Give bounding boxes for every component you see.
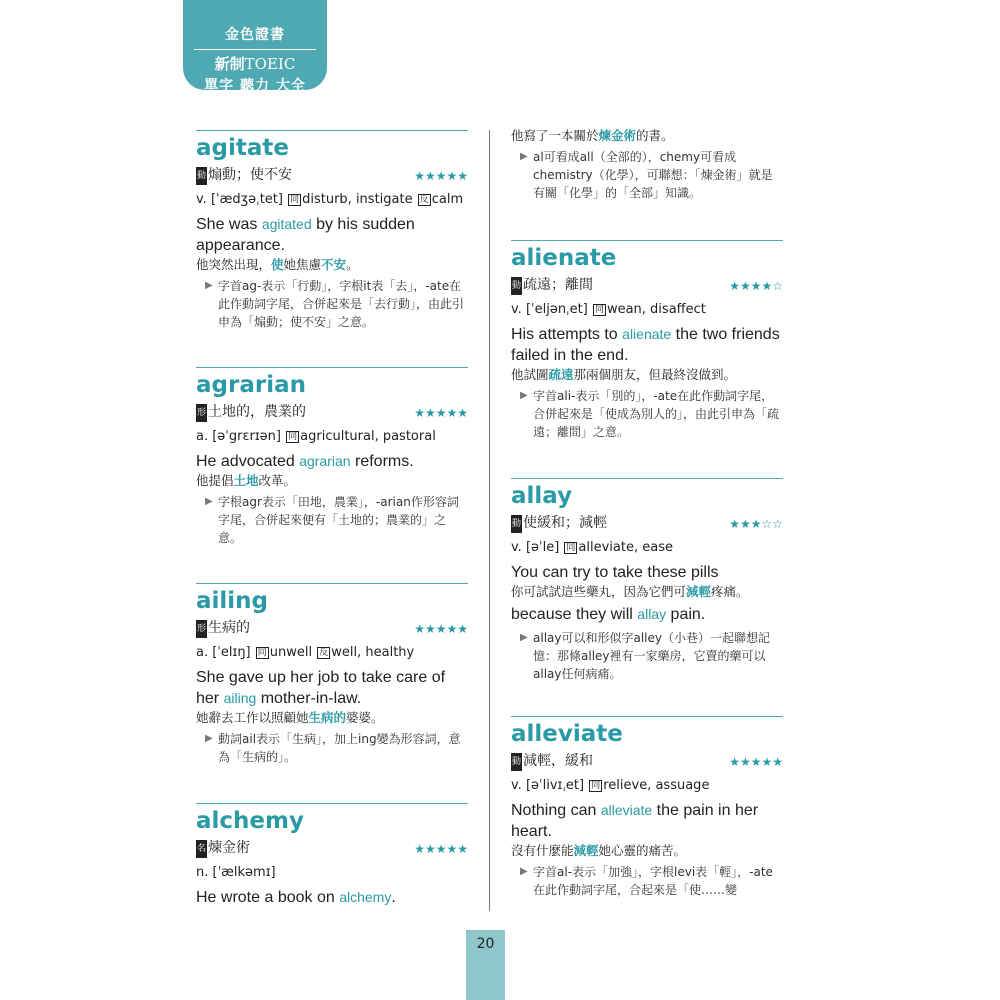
zh-text: 她心靈的痛苦。 — [598, 843, 687, 858]
entry-alienate — [511, 240, 783, 441]
right-column — [511, 127, 783, 897]
rating-stars: ★★★★☆ — [729, 278, 783, 293]
ex-text: reforms. — [350, 453, 414, 470]
ex-text: Nothing can — [511, 802, 601, 819]
entry-rule — [196, 803, 468, 804]
entry-agrarian — [196, 367, 468, 547]
phonetic-line — [196, 191, 468, 208]
zh-text: 那兩個朋友，但最終沒做到。 — [573, 367, 737, 382]
entry-agitate — [196, 130, 468, 331]
meaning-row — [196, 839, 468, 858]
meaning-row — [511, 752, 783, 771]
headword: ailing — [196, 588, 269, 614]
title-toeic: TOEIC — [244, 55, 296, 73]
example-translation — [196, 472, 468, 489]
note-text: al可看成all（全部的），chemy可看成chemistry（化學），可聯想：「煉金術」就是有關「化學」的「全部」知識。 — [533, 150, 773, 200]
ex-text: He wrote a book on — [196, 889, 340, 906]
ex-text: the two friends failed in the end. — [511, 326, 780, 364]
rating-stars: ★★★★★ — [414, 405, 468, 420]
rating-stars: ★★★★★ — [414, 841, 468, 856]
ex-keyword: agrarian — [299, 453, 351, 469]
ex-text: pain. — [666, 606, 706, 623]
phonetic-line: n. [ˈælkəmɪ] — [196, 865, 276, 880]
phonetic-line — [511, 539, 783, 556]
headword: alchemy — [196, 808, 304, 834]
meaning: 使緩和；減輕 — [523, 515, 608, 531]
zh-text: 他寫了一本關於 — [511, 128, 599, 143]
page-number: 20 — [466, 930, 505, 1000]
entry-rule — [196, 130, 468, 131]
phonetic-line — [511, 301, 783, 318]
memory-note — [511, 863, 783, 899]
synonym-tag: 同 — [288, 432, 298, 442]
headword: allay — [511, 483, 573, 509]
book-title — [183, 53, 327, 74]
entry-rule — [511, 240, 783, 241]
title-prefix: 新制 — [214, 55, 245, 73]
ex-text: because they will — [511, 606, 638, 623]
book-subtitle: 單字 聽力 大全 — [204, 78, 306, 94]
example-sentence — [196, 667, 468, 709]
example-translation — [511, 583, 783, 600]
meaning: 減輕，緩和 — [523, 753, 594, 769]
headword: agitate — [196, 135, 289, 161]
synonyms: wean, disaffect — [606, 302, 706, 317]
synonyms: relieve, assuage — [603, 778, 710, 793]
column-divider — [489, 130, 490, 911]
memory-note — [196, 277, 468, 331]
ex-text: by his sudden appearance. — [196, 216, 415, 254]
ex-text: . — [391, 889, 396, 906]
entry-alchemy — [196, 803, 468, 908]
example-translation — [196, 256, 468, 273]
rating-stars: ★★★★★ — [729, 754, 783, 769]
ex-text: He advocated — [196, 453, 300, 470]
ex-keyword: alchemy — [339, 889, 392, 905]
phonetic: a. [əˈgrɛrɪən] — [196, 429, 286, 444]
antonym-tag: 反 — [419, 195, 429, 205]
phonetic: v. [əˈle] — [511, 540, 564, 555]
triangle-bullet-icon: ▶ — [205, 733, 213, 744]
zh-text: 婆婆。 — [346, 710, 384, 725]
zh-keyword: 減輕 — [686, 584, 712, 599]
example-translation — [511, 366, 783, 383]
note-text: 字首al-表示「加強」，字根levi表「輕」，-ate在此作動詞字尾，合起來是「使……變 — [533, 865, 773, 897]
zh-text: 的書。 — [636, 128, 674, 143]
ex-keyword: alienate — [622, 326, 672, 342]
triangle-bullet-icon: ▶ — [520, 151, 528, 162]
zh-text: 他提倡 — [196, 473, 234, 488]
phonetic: v. [ˈædʒəˌtet] — [196, 192, 288, 207]
headword: alleviate — [511, 721, 623, 747]
ex-keyword: ailing — [223, 690, 257, 706]
pos-tag: 動 — [511, 515, 522, 533]
example-sentence — [511, 800, 783, 842]
synonyms: disturb, instigate — [302, 192, 417, 207]
triangle-bullet-icon: ▶ — [520, 632, 528, 643]
rating-stars: ★★★★★ — [414, 168, 468, 183]
meaning-row — [196, 166, 468, 185]
example-sentence-continued — [511, 604, 783, 625]
zh-keyword: 疏遠 — [548, 367, 574, 382]
example-translation — [196, 709, 468, 726]
triangle-bullet-icon: ▶ — [205, 280, 213, 291]
pos-tag: 動 — [511, 753, 522, 771]
triangle-bullet-icon: ▶ — [520, 866, 528, 877]
ex-keyword: allay — [637, 606, 667, 622]
phonetic-line — [196, 428, 468, 445]
phonetic-line — [196, 644, 468, 661]
memory-note — [196, 493, 468, 547]
synonym-tag: 同 — [591, 781, 601, 791]
phonetic: v. [ˈeljənˌet] — [511, 302, 592, 317]
synonyms: alleviate, ease — [578, 540, 673, 555]
note-text: 字首ag-表示「行動」，字根it表「去」，-ate在此作動詞字尾，合併起來是「去行動」，由此引申為「煽動；使不安」之意。 — [218, 279, 465, 329]
ex-keyword: agitated — [261, 216, 312, 232]
tab-rule — [194, 49, 316, 50]
alchemy-translation — [511, 127, 783, 144]
meaning: 土地的，農業的 — [208, 404, 307, 420]
pos-tag: 形 — [196, 404, 207, 422]
example-sentence — [196, 214, 468, 256]
zh-keyword: 不安 — [321, 257, 347, 272]
note-text: allay可以和形似字alley（小巷）一起聯想記憶：那條alley裡有一家藥房，它賣的藥可以allay任何病痛。 — [533, 631, 770, 681]
note-text: 動詞ail表示「生病」，加上ing變為形容詞，意為「生病的」。 — [218, 732, 461, 764]
zh-keyword: 生病的 — [308, 710, 347, 725]
note-text: 字首ali-表示「別的」，-ate在此作動詞字尾，合併起來是「使成為別人的」，由此引申為「疏遠；離間」之意。 — [533, 389, 780, 439]
headword: alienate — [511, 245, 617, 271]
meaning-row — [196, 403, 468, 422]
series-name: 金色證書 — [225, 27, 285, 43]
zh-keyword: 使 — [271, 257, 284, 272]
phonetic: a. [ˈelɪŋ] — [196, 645, 255, 660]
zh-keyword: 煉金術 — [598, 128, 637, 143]
meaning-row — [196, 619, 468, 638]
pos-tag: 動 — [511, 277, 522, 295]
rating-stars: ★★★★★ — [414, 621, 468, 636]
example-sentence: You can try to take these pills — [511, 564, 719, 581]
meaning: 疏遠；離間 — [523, 277, 594, 293]
meaning: 煉金術 — [208, 840, 251, 856]
zh-text: 疼痛。 — [711, 584, 749, 599]
entry-ailing — [196, 583, 468, 766]
zh-text: 你可試試這些藥丸，因為它們可 — [511, 584, 687, 599]
pos-tag: 名 — [196, 840, 207, 858]
meaning-row — [511, 514, 783, 533]
ex-text: His attempts to — [511, 326, 623, 343]
rating-stars: ★★★☆☆ — [729, 516, 783, 531]
ex-text: She was — [196, 216, 262, 233]
triangle-bullet-icon: ▶ — [205, 496, 213, 507]
memory-note — [511, 387, 783, 441]
headword: agrarian — [196, 372, 306, 398]
entry-rule — [196, 367, 468, 368]
synonym-tag: 同 — [594, 305, 604, 315]
zh-text: 她辭去工作以照顧她 — [196, 710, 309, 725]
entry-allay — [511, 478, 783, 683]
example-sentence — [511, 324, 783, 366]
book-title-tab — [183, 0, 327, 94]
phonetic: v. [əˈlivɪˌet] — [511, 778, 589, 793]
antonym-tag: 反 — [319, 648, 329, 658]
zh-text: 改革。 — [258, 473, 297, 488]
zh-keyword: 減輕 — [573, 843, 599, 858]
zh-text: 她焦慮 — [283, 257, 322, 272]
zh-text: 。 — [346, 257, 359, 272]
meaning-row — [511, 276, 783, 295]
antonyms: well, healthy — [331, 645, 415, 660]
ex-text: mother-in-law. — [256, 690, 362, 707]
memory-note — [196, 730, 468, 766]
memory-note — [511, 629, 783, 683]
note-text: 字根agr表示「田地，農業」，-arian作形容詞字尾，合併起來便有「土地的；農業的」之意。 — [218, 495, 459, 545]
synonyms: unwell — [269, 645, 317, 660]
example-sentence — [196, 887, 468, 908]
synonym-tag: 同 — [290, 195, 300, 205]
memory-note — [511, 148, 783, 202]
triangle-bullet-icon: ▶ — [520, 390, 528, 401]
pos-tag: 動 — [196, 167, 207, 185]
zh-text: 沒有什麼能 — [511, 843, 574, 858]
synonyms: agricultural, pastoral — [300, 429, 436, 444]
ex-keyword: alleviate — [600, 802, 653, 818]
synonym-tag: 同 — [566, 543, 576, 553]
entry-rule — [196, 583, 468, 584]
ex-text: the pain in her heart. — [511, 802, 759, 840]
ex-text: She gave up her job to take care of her — [196, 669, 446, 707]
zh-text: 他試圖 — [511, 367, 549, 382]
example-sentence — [196, 451, 468, 472]
example-translation — [511, 842, 783, 859]
meaning: 生病的 — [208, 620, 251, 636]
meaning: 煽動；使不安 — [208, 167, 293, 183]
pos-tag: 形 — [196, 620, 207, 638]
phonetic-line — [511, 777, 783, 794]
entry-rule — [511, 478, 783, 479]
entry-alleviate — [511, 716, 783, 899]
synonym-tag: 同 — [257, 648, 267, 658]
antonyms: calm — [431, 192, 464, 207]
zh-keyword: 土地 — [233, 473, 259, 488]
zh-text: 他突然出現， — [196, 257, 272, 272]
entry-rule — [511, 716, 783, 717]
